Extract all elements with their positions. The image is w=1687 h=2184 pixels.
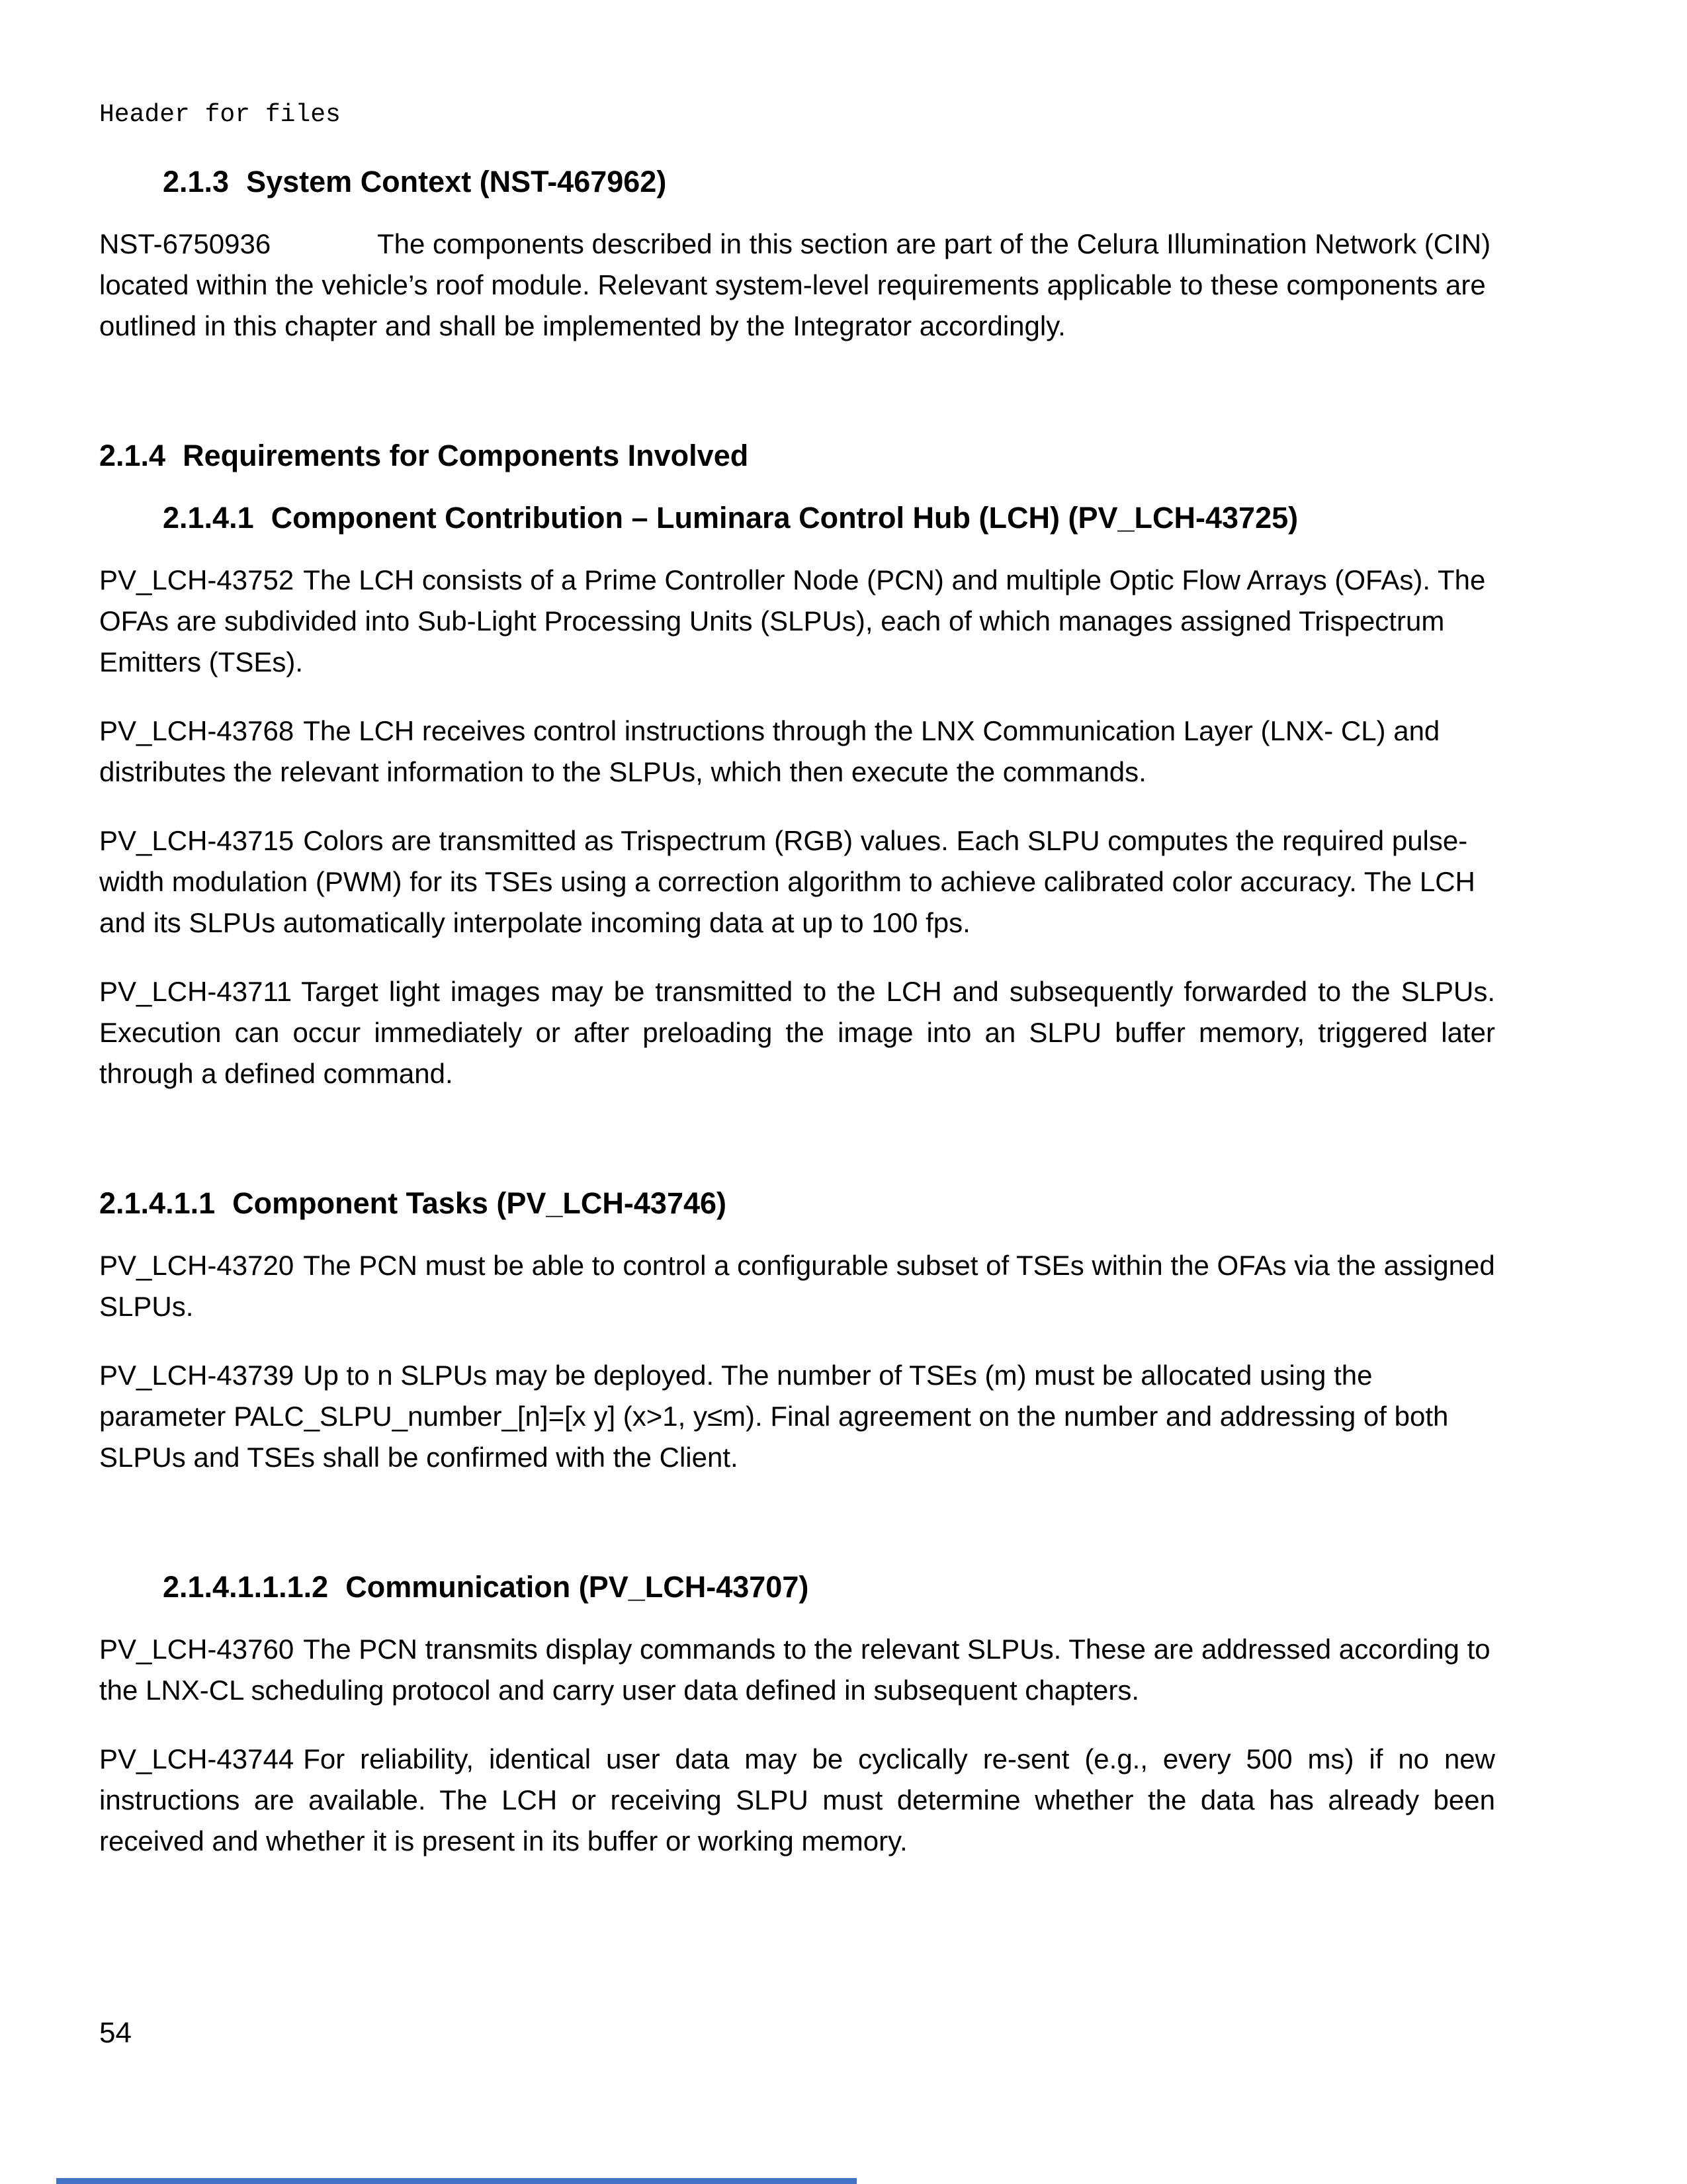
blank-line — [99, 374, 1495, 435]
heading-title: Component Contribution – Luminara Control Hub (LCH) (PV_LCH-43725) — [271, 501, 1299, 535]
requirement-id: PV_LCH-43711 — [99, 976, 292, 1007]
requirement-paragraph — [99, 1629, 1495, 1711]
requirement-paragraph — [99, 1245, 1495, 1327]
bottom-accent-bar — [56, 2178, 857, 2184]
requirement-id: PV_LCH-43768 — [99, 715, 294, 746]
requirement-paragraph — [99, 560, 1495, 683]
page-content — [99, 98, 1495, 1890]
running-header: Header for files — [99, 101, 341, 129]
heading-title: Requirements for Components Involved — [183, 439, 749, 472]
requirement-id: PV_LCH-43760 — [99, 1634, 294, 1665]
heading-title: Communication (PV_LCH-43707) — [345, 1570, 809, 1604]
requirement-id: PV_LCH-43720 — [99, 1250, 294, 1281]
requirement-text: The LCH receives control instructions through the LNX Communication Layer (LNX- CL) and distributes the relevant information to the SLPUs, which then execute the commands. — [99, 715, 1440, 787]
heading-number: 2.1.4.1.1 — [99, 1186, 216, 1220]
heading-number: 2.1.3 — [163, 165, 230, 198]
requirement-paragraph — [99, 224, 1495, 347]
page-number: 54 — [99, 2017, 132, 2049]
requirement-paragraph — [99, 971, 1495, 1094]
heading-number: 2.1.4.1.1.1.2 — [163, 1570, 329, 1604]
blank-line — [99, 1122, 1495, 1183]
heading-component-tasks — [99, 1183, 1495, 1224]
requirement-text: For reliability, identical user data may be cyclically re-sent (e.g., every 500 ms) if no new instructions are available. The LCH or receiving SLPU must determine whether the data has already been received and whether it is present in its buffer or working memory. — [99, 1743, 1495, 1856]
requirement-id: PV_LCH-43739 — [99, 1360, 294, 1391]
heading-number: 2.1.4 — [99, 439, 166, 472]
requirement-id: PV_LCH-43752 — [99, 564, 294, 595]
requirement-text: The LCH consists of a Prime Controller Node (PCN) and multiple Optic Flow Arrays (OFAs). The OFAs are subdivided into Sub-Light Processing Units (SLPUs), each of which manages assigned Trispectrum Emitters (TSEs). — [99, 564, 1486, 677]
requirement-text: The PCN transmits display commands to the relevant SLPUs. These are addressed according to the LNX-CL scheduling protocol and carry user data defined in subsequent chapters. — [99, 1634, 1491, 1706]
heading-number: 2.1.4.1 — [163, 501, 254, 535]
requirement-id: NST-6750936 — [99, 228, 271, 259]
requirement-paragraph — [99, 711, 1495, 793]
requirement-paragraph — [99, 1355, 1495, 1478]
requirement-id: PV_LCH-43744 — [99, 1743, 294, 1774]
requirement-text: The PCN must be able to control a configurable subset of TSEs within the OFAs via the assigned SLPUs. — [99, 1250, 1495, 1322]
requirement-text: Colors are transmitted as Trispectrum (RGB) values. Each SLPU computes the required pulse-width modulation (PWM) for its TSEs using a correction algorithm to achieve calibrated color accuracy. The LCH and its SLPUs automatically interpolate incoming data at up to 100 fps. — [99, 825, 1475, 938]
heading-title: System Context (NST-467962) — [246, 165, 667, 198]
requirement-paragraph — [99, 1739, 1495, 1862]
heading-title: Component Tasks (PV_LCH-43746) — [232, 1186, 727, 1220]
requirement-text: Target light images may be transmitted to the LCH and subsequently forwarded to the SLPUs. Execution can occur immediately or after preloading the image into an SLPU buffer memory, triggered later through a defined command. — [99, 976, 1495, 1089]
requirement-text: Up to n SLPUs may be deployed. The number of TSEs (m) must be allocated using the parameter PALC_SLPU_number_[n]=[x y] (x>1, y≤m). Final agreement on the number and addressing of both SLPUs and TSEs shall be confirmed with the Client. — [99, 1360, 1449, 1473]
heading-requirements-components — [99, 435, 1495, 476]
requirement-id: PV_LCH-43715 — [99, 825, 294, 856]
heading-communication — [99, 1567, 1495, 1608]
blank-line — [99, 1506, 1495, 1567]
requirement-text: The components described in this section are part of the Celura Illumination Network (CIN) located within the vehicle’s roof module. Relevant system-level requirements applicable to these components are outlined in this chapter and shall be implemented by the Integrator accordingly. — [99, 228, 1491, 341]
requirement-paragraph — [99, 820, 1495, 943]
heading-system-context — [99, 161, 1495, 202]
heading-component-contribution — [99, 498, 1495, 539]
